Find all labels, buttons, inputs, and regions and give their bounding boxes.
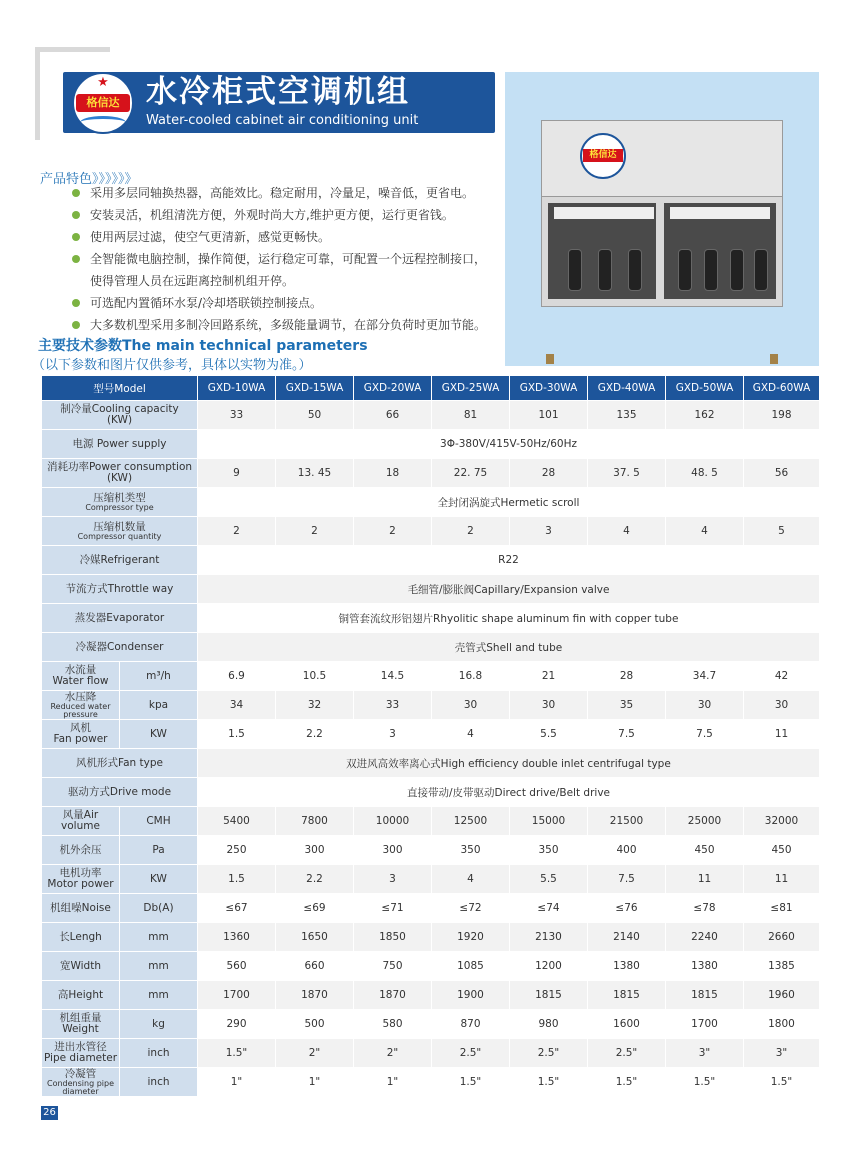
table-cell: 135: [588, 401, 666, 430]
row-label: [42, 633, 198, 662]
table-cell: 3: [354, 720, 432, 749]
table-cell: 33: [198, 401, 276, 430]
star-icon: ★: [97, 75, 109, 90]
table-cell: 3: [354, 865, 432, 894]
table-row: [42, 807, 820, 836]
model-header: GXD-10WA: [198, 376, 276, 401]
row-unit: kg: [120, 1010, 198, 1039]
row-label-text: 冷凝管: [64, 1067, 97, 1080]
table-cell: 980: [510, 1010, 588, 1039]
row-label-text: 机组噪Noise: [50, 901, 111, 914]
compressor-graphic: [754, 249, 768, 291]
row-label-text: 驱动方式Drive mode: [67, 785, 172, 798]
row-unit: mm: [120, 923, 198, 952]
row-shared-value: 铜管套流纹形铝翅片Rhyolitic shape aluminum fin with copper tube: [198, 604, 820, 633]
table-row: [42, 401, 820, 430]
row-unit: mm: [120, 981, 198, 1010]
row-label-text: 高Height: [57, 988, 104, 1001]
row-label: [42, 691, 120, 720]
table-cell: 21: [510, 662, 588, 691]
table-cell: 500: [276, 1010, 354, 1039]
page-subtitle: Water-cooled cabinet air conditioning unit: [146, 113, 419, 128]
table-row: [42, 691, 820, 720]
breaker-strip: [670, 207, 770, 219]
table-cell: 4: [432, 865, 510, 894]
table-row: [42, 604, 820, 633]
row-unit: inch: [120, 1068, 198, 1097]
table-cell: 1385: [744, 952, 820, 981]
row-label: [42, 981, 120, 1010]
table-cell: 1815: [588, 981, 666, 1010]
page-number: 26: [41, 1106, 58, 1120]
table-cell: 18: [354, 459, 432, 488]
table-cell: 1": [276, 1068, 354, 1097]
table-cell: 4: [588, 517, 666, 546]
table-cell: 1.5": [432, 1068, 510, 1097]
params-note: （以下参数和图片仅供参考，具体以实物为准。）: [32, 358, 312, 373]
table-cell: 1380: [666, 952, 744, 981]
table-cell: 35: [588, 691, 666, 720]
row-shared-value: 毛细管/膨胀阀Capillary/Expansion valve: [198, 575, 820, 604]
row-label-text: 冷凝器Condenser: [75, 640, 164, 653]
table-cell: 10.5: [276, 662, 354, 691]
row-unit: Pa: [120, 836, 198, 865]
row-shared-value: 直接带动/皮带驱动Direct drive/Belt drive: [198, 778, 820, 807]
table-cell: 1600: [588, 1010, 666, 1039]
table-cell: 5: [744, 517, 820, 546]
row-label: [42, 1039, 120, 1068]
table-cell: 101: [510, 401, 588, 430]
row-label-text: 压缩机类型: [93, 491, 146, 504]
table-row: [42, 488, 820, 517]
model-header: GXD-15WA: [276, 376, 354, 401]
row-unit: kpa: [120, 691, 198, 720]
table-cell: 21500: [588, 807, 666, 836]
table-cell: 450: [666, 836, 744, 865]
table-cell: 1.5: [198, 865, 276, 894]
table-cell: 28: [588, 662, 666, 691]
cabinet-logo: [580, 133, 626, 179]
table-cell: 1.5": [744, 1068, 820, 1097]
table-cell: 1.5": [510, 1068, 588, 1097]
table-cell: 660: [276, 952, 354, 981]
row-unit: CMH: [120, 807, 198, 836]
compressor-graphic: [598, 249, 612, 291]
table-cell: ≤72: [432, 894, 510, 923]
table-cell: 2.5": [588, 1039, 666, 1068]
params-title: 主要技术参数The main technical parameters: [38, 338, 368, 354]
table-cell: 198: [744, 401, 820, 430]
model-label: 型号Model: [42, 376, 198, 401]
row-unit: mm: [120, 952, 198, 981]
table-cell: 2240: [666, 923, 744, 952]
table-cell: 300: [276, 836, 354, 865]
compressor-graphic: [628, 249, 642, 291]
row-label: [42, 604, 198, 633]
table-cell: 11: [744, 720, 820, 749]
table-cell: 2: [198, 517, 276, 546]
feature-item: 使用两层过滤，使空气更清新，感觉更畅快。: [70, 226, 486, 248]
page-title: 水冷柜式空调机组: [146, 74, 410, 110]
table-row: [42, 1010, 820, 1039]
table-cell: 1360: [198, 923, 276, 952]
row-label: [42, 807, 120, 836]
row-shared-value: 3Φ-380V/415V-50Hz/60Hz: [198, 430, 820, 459]
table-cell: ≤74: [510, 894, 588, 923]
feature-item: 安装灵活，机组清洗方便，外观时尚大方,维护更方便，运行更省钱。: [70, 204, 486, 226]
row-label: [42, 865, 120, 894]
table-cell: 28: [510, 459, 588, 488]
table-cell: 5.5: [510, 865, 588, 894]
wave-icon: [80, 116, 126, 129]
model-header: GXD-60WA: [744, 376, 820, 401]
table-cell: 1815: [510, 981, 588, 1010]
table-cell: 1.5: [198, 720, 276, 749]
table-cell: 3: [510, 517, 588, 546]
table-cell: 34: [198, 691, 276, 720]
table-cell: 32: [276, 691, 354, 720]
table-cell: 1700: [198, 981, 276, 1010]
table-cell: 7800: [276, 807, 354, 836]
table-cell: 32000: [744, 807, 820, 836]
compressor-graphic: [730, 249, 744, 291]
table-cell: 3": [744, 1039, 820, 1068]
row-label-text: 进出水管径 Pipe diameter: [43, 1041, 118, 1064]
feature-item: 大多数机型采用多制冷回路系统，多级能量调节，在部分负荷时更加节能。: [70, 314, 486, 336]
table-cell: 580: [354, 1010, 432, 1039]
product-photo: [505, 72, 819, 366]
table-cell: ≤81: [744, 894, 820, 923]
table-cell: 1.5": [588, 1068, 666, 1097]
cabinet-foot: [770, 354, 778, 364]
table-cell: 2.2: [276, 865, 354, 894]
table-cell: 162: [666, 401, 744, 430]
table-row: [42, 1039, 820, 1068]
table-cell: 30: [744, 691, 820, 720]
table-cell: 300: [354, 836, 432, 865]
table-cell: 2130: [510, 923, 588, 952]
row-label: [42, 836, 120, 865]
table-cell: 6.9: [198, 662, 276, 691]
table-cell: 30: [432, 691, 510, 720]
table-cell: 250: [198, 836, 276, 865]
features-title: 产品特色》》》》》》: [40, 172, 138, 187]
table-cell: 7.5: [588, 865, 666, 894]
row-label-text: 机组重量 Weight: [59, 1012, 102, 1035]
table-cell: 1200: [510, 952, 588, 981]
table-cell: 56: [744, 459, 820, 488]
row-label: [42, 894, 120, 923]
cabinet-foot: [546, 354, 554, 364]
table-row: [42, 633, 820, 662]
table-cell: 33: [354, 691, 432, 720]
row-label: [42, 662, 120, 691]
table-cell: 2: [354, 517, 432, 546]
table-row: [42, 575, 820, 604]
row-label-text: 消耗功率Power consumption (KW): [46, 461, 193, 484]
table-cell: 9: [198, 459, 276, 488]
model-header: GXD-20WA: [354, 376, 432, 401]
row-unit: inch: [120, 1039, 198, 1068]
table-cell: 30: [666, 691, 744, 720]
table-cell: 2.5": [510, 1039, 588, 1068]
row-label-text: 蒸发器Evaporator: [74, 611, 165, 624]
row-label: [42, 488, 198, 517]
row-label: [42, 720, 120, 749]
table-row: [42, 749, 820, 778]
feature-item: 使得管理人员在远距离控制机组开停。: [90, 274, 295, 288]
table-cell: 750: [354, 952, 432, 981]
row-label-text: 电源 Power supply: [72, 437, 167, 450]
row-label: [42, 1068, 120, 1097]
table-cell: ≤69: [276, 894, 354, 923]
table-cell: 1380: [588, 952, 666, 981]
table-cell: 400: [588, 836, 666, 865]
compressor-graphic: [678, 249, 692, 291]
table-row: [42, 952, 820, 981]
table-row: [42, 459, 820, 488]
table-cell: 12500: [432, 807, 510, 836]
table-row: [42, 894, 820, 923]
table-cell: 10000: [354, 807, 432, 836]
table-cell: 450: [744, 836, 820, 865]
row-label: [42, 401, 198, 430]
row-label-subtext: Compressor type: [85, 502, 154, 512]
table-cell: 350: [432, 836, 510, 865]
row-label-text: 机外余压: [59, 843, 102, 856]
compressor-graphic: [704, 249, 718, 291]
feature-item: 全智能微电脑控制，操作简便，运行稳定可靠，可配置一个远程控制接口，: [70, 248, 486, 270]
table-cell: 4: [666, 517, 744, 546]
cabinet-unit-illustration: [541, 120, 783, 307]
table-cell: 1870: [276, 981, 354, 1010]
table-cell: 1.5": [198, 1039, 276, 1068]
logo-text: 格信达: [76, 94, 130, 112]
table-cell: 560: [198, 952, 276, 981]
row-label-subtext: Reduced water pressure: [50, 701, 111, 719]
feature-item: 采用多层同轴换热器，高能效比。稳定耐用，冷量足，噪音低，更省电。: [70, 182, 486, 204]
table-row: [42, 836, 820, 865]
table-cell: 42: [744, 662, 820, 691]
row-label: [42, 778, 198, 807]
row-label-text: 长Lengh: [59, 930, 102, 943]
table-cell: ≤78: [666, 894, 744, 923]
table-row: [42, 517, 820, 546]
table-cell: 870: [432, 1010, 510, 1039]
row-label-text: 风量Air volume: [61, 809, 100, 832]
table-cell: 48. 5: [666, 459, 744, 488]
row-label-text: 风机 Fan power: [53, 722, 108, 745]
row-label: [42, 517, 198, 546]
table-cell: 1800: [744, 1010, 820, 1039]
row-label-text: 风机形式Fan type: [76, 756, 163, 769]
row-label: [42, 952, 120, 981]
row-label-text: 宽Width: [59, 959, 101, 972]
table-cell: 34.7: [666, 662, 744, 691]
table-cell: 1815: [666, 981, 744, 1010]
table-cell: 1900: [432, 981, 510, 1010]
compressor-graphic: [568, 249, 582, 291]
row-shared-value: R22: [198, 546, 820, 575]
table-row: [42, 923, 820, 952]
table-cell: 2: [432, 517, 510, 546]
table-cell: 15000: [510, 807, 588, 836]
table-cell: 1850: [354, 923, 432, 952]
table-cell: ≤67: [198, 894, 276, 923]
table-cell: 2.5": [432, 1039, 510, 1068]
table-cell: 1": [198, 1068, 276, 1097]
table-row: [42, 546, 820, 575]
table-cell: 1.5": [666, 1068, 744, 1097]
table-row: [42, 430, 820, 459]
table-cell: 11: [744, 865, 820, 894]
table-cell: 1960: [744, 981, 820, 1010]
table-cell: 50: [276, 401, 354, 430]
row-label-text: 冷媒Refrigerant: [79, 553, 160, 566]
table-cell: 2: [276, 517, 354, 546]
table-cell: 22. 75: [432, 459, 510, 488]
row-unit: Db(A): [120, 894, 198, 923]
table-cell: 1870: [354, 981, 432, 1010]
table-cell: 5.5: [510, 720, 588, 749]
table-row: [42, 720, 820, 749]
cabinet-logo-text: 格信达: [583, 149, 623, 162]
table-cell: 1920: [432, 923, 510, 952]
cabinet-right-bay: [664, 203, 776, 299]
row-label: [42, 575, 198, 604]
table-row: [42, 778, 820, 807]
row-label-text: 电机功率 Motor power: [47, 867, 114, 890]
control-board: [554, 207, 654, 219]
table-cell: 2": [354, 1039, 432, 1068]
table-cell: 2.2: [276, 720, 354, 749]
row-label-subtext: Compressor quantity: [77, 531, 162, 541]
table-cell: 14.5: [354, 662, 432, 691]
table-cell: 66: [354, 401, 432, 430]
model-header: GXD-40WA: [588, 376, 666, 401]
table-cell: 1085: [432, 952, 510, 981]
table-row: [42, 865, 820, 894]
row-shared-value: 壳管式Shell and tube: [198, 633, 820, 662]
table-cell: 4: [432, 720, 510, 749]
row-unit: KW: [120, 865, 198, 894]
table-cell: 2140: [588, 923, 666, 952]
model-header: GXD-50WA: [666, 376, 744, 401]
row-label: [42, 1010, 120, 1039]
table-row: [42, 1068, 820, 1097]
row-label: [42, 749, 198, 778]
row-unit: m³/h: [120, 662, 198, 691]
row-shared-value: 全封闭涡旋式Hermetic scroll: [198, 488, 820, 517]
row-shared-value: 双进风高效率离心式High efficiency double inlet centrifugal type: [198, 749, 820, 778]
features-list: [70, 182, 486, 336]
table-cell: 5400: [198, 807, 276, 836]
table-cell: 7.5: [588, 720, 666, 749]
table-cell: 37. 5: [588, 459, 666, 488]
table-cell: 350: [510, 836, 588, 865]
table-cell: 30: [510, 691, 588, 720]
model-header: GXD-25WA: [432, 376, 510, 401]
brand-logo: [72, 72, 134, 134]
row-label: [42, 459, 198, 488]
table-header-row: [42, 376, 820, 401]
table-row: [42, 662, 820, 691]
table-cell: ≤76: [588, 894, 666, 923]
table-cell: 2": [276, 1039, 354, 1068]
cabinet-left-bay: [548, 203, 656, 299]
row-label-text: 压缩机数量: [93, 520, 146, 533]
table-cell: 1650: [276, 923, 354, 952]
row-label-text: 节流方式Throttle way: [65, 582, 174, 595]
row-label-text: 水流量 Water flow: [52, 664, 109, 687]
table-cell: 2660: [744, 923, 820, 952]
table-cell: 11: [666, 865, 744, 894]
table-cell: 7.5: [666, 720, 744, 749]
model-header: GXD-30WA: [510, 376, 588, 401]
table-cell: 16.8: [432, 662, 510, 691]
table-cell: 1700: [666, 1010, 744, 1039]
row-label: [42, 430, 198, 459]
row-label: [42, 546, 198, 575]
row-label: [42, 923, 120, 952]
row-label-text: 制冷量Cooling capacity (KW): [60, 403, 179, 426]
table-row: [42, 981, 820, 1010]
table-cell: ≤71: [354, 894, 432, 923]
row-label-subtext: Condensing pipe diameter: [46, 1078, 114, 1096]
table-cell: 25000: [666, 807, 744, 836]
table-cell: 13. 45: [276, 459, 354, 488]
row-unit: KW: [120, 720, 198, 749]
feature-item: 可选配内置循环水泵/冷却塔联锁控制接点。: [70, 292, 486, 314]
cabinet-top-panel: [542, 121, 782, 197]
row-label-text: 水压降: [64, 690, 97, 703]
table-cell: 3": [666, 1039, 744, 1068]
table-cell: 81: [432, 401, 510, 430]
table-cell: 290: [198, 1010, 276, 1039]
spec-table: [41, 375, 820, 1097]
table-cell: 1": [354, 1068, 432, 1097]
